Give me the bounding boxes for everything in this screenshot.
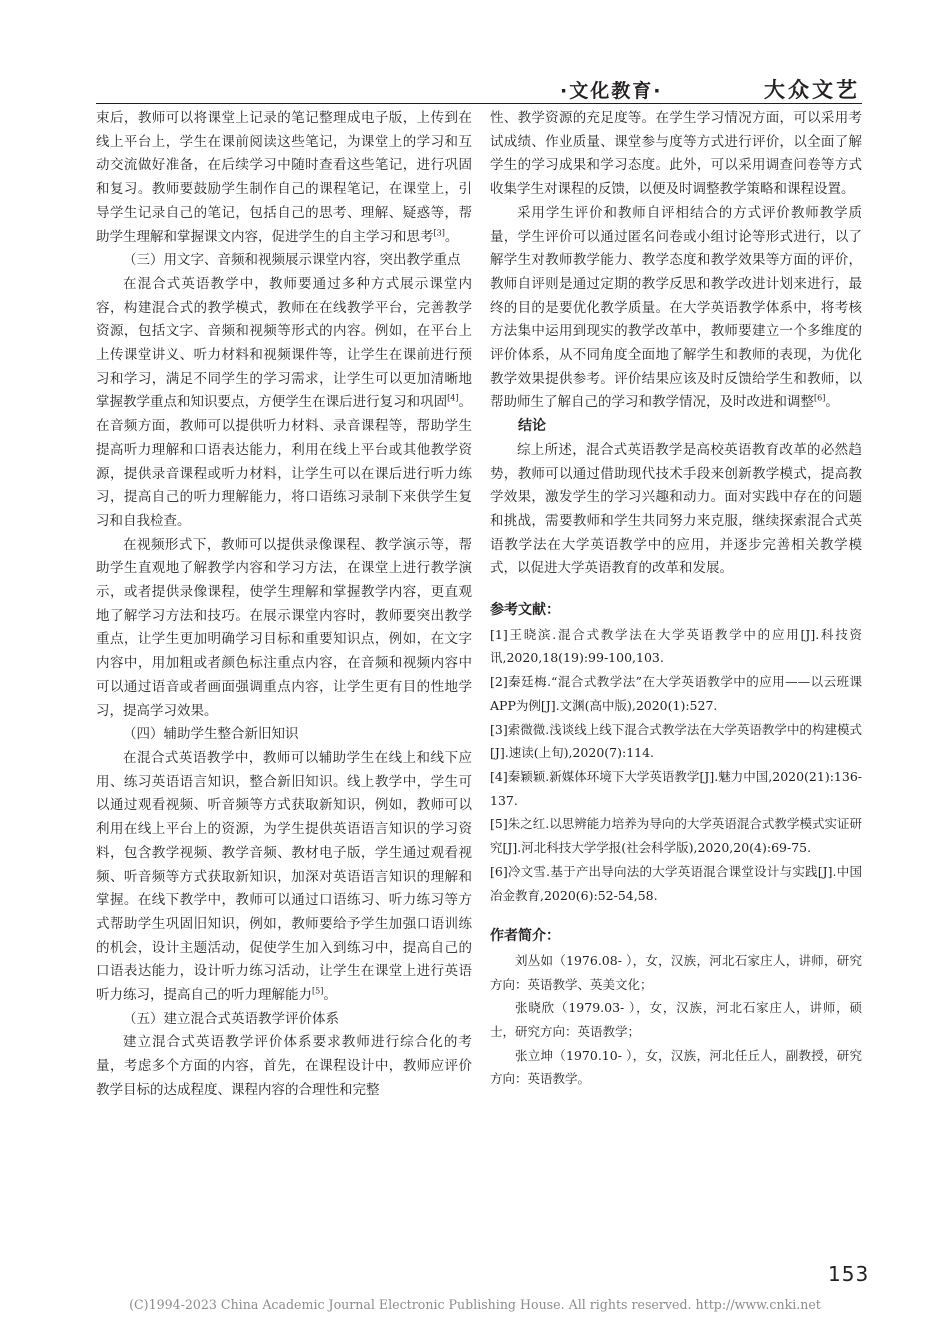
conclusion-paragraph: 综上所述，混合式英语教学是高校英语教育改革的必然趋势，教师可以通过借助现代技术手段来创新教学模式，提高教学效果，激发学生的学习兴趣和动力。面对实践中存在的问题和挑战，需要教师和学生共同努力来克服，继续探索混合式英语教学法在大学英语教学中的应用，并逐步完善相关教学模式，以促进大学英语教育的改革和发展。 xyxy=(490,441,862,577)
paragraph: 建立混合式英语教学评价体系要求教师进行综合化的考量，考虑多个方面的内容，首先，在课程设计中，教师应评价教学目标的达成程度、课程内容的合理性和完整 xyxy=(96,1034,472,1098)
author-bio-list xyxy=(490,949,862,1091)
author-bio: 刘丛如（1976.08- ），女，汉族，河北石家庄人，讲师，研究方向：英语教学、英美文化； xyxy=(490,952,862,992)
left-column xyxy=(96,107,472,1103)
reference-item: [3]索微微.浅谈线上线下混合式教学法在大学英语教学中的构建模式[J].速读(上旬),2020(7):114. xyxy=(490,721,862,761)
citation-ref: [3] xyxy=(433,228,445,238)
subsection-heading-4: （四）辅助学生整合新旧知识 xyxy=(123,726,299,743)
reference-list xyxy=(490,623,862,907)
paragraph: 性、教学资源的充足度等。在学生学习情况方面，可以采用考试成绩、作业质量、课堂参与度等方式进行评价，以全面了解学生的学习成果和学习态度。此外，可以采用调查问卷等方式收集学生对课程的反馈，以便及时调整教学策略和课程设置。 xyxy=(490,110,862,198)
reference-item: [2]秦廷梅.“混合式教学法”在大学英语教学中的应用——以云班课APP为例[J].文渊(高中版),2020(1):527. xyxy=(490,674,862,713)
section-name: ·文化教育· xyxy=(560,79,663,102)
journal-name: 大众文艺 xyxy=(764,77,860,102)
conclusion-heading: 结论 xyxy=(518,418,546,435)
citation-ref: [4] xyxy=(447,393,459,403)
header-rule xyxy=(96,103,862,104)
page-number: 153 xyxy=(828,1262,870,1286)
citation-ref: [6] xyxy=(814,393,826,403)
paragraph: 在视频形式下，教师可以提供录像课程、教学演示等，帮助学生直观地了解教学内容和学习方法，在课堂上进行教学演示，或者提供录像课程，使学生理解和掌握教学内容，更直观地了解学习方法和技巧。在展示课堂内容时，教师要突出教学重点，让学生更加明确学习目标和重要知识点，例如，在文字内容中，用加粗或者颜色标注重点内容，在音频和视频内容中可以通过语音或者画面强调重点内容，让学生更有目的性地学习，提高学习效果。 xyxy=(96,536,472,719)
reference-item: [5]朱之红.以思辨能力培养为导向的大学英语混合式教学模式实证研究[J].河北科技大学学报(社会科学版),2020,20(4):69-75. xyxy=(490,816,862,856)
paragraph: 在混合式英语教学中，教师可以辅助学生在线上和线下应用、练习英语语言知识，整合新旧知识。线上教学中，学生可以通过观看视频、听音频等方式获取新知识，例如，教师可以利用在线上平台上的资源，为学生提供英语语言知识的学习资料，包含教学视频、教学音频、教材电子版，学生通过观看视频、听音频等方式获取新知识，加深对英语语言知识的理解和掌握。在线下教学中，教师可以通过口语练习、听力练习等方式帮助学生巩固旧知识，例如，教师要给予学生加强口语训练的机会，设计主题活动，促使学生加入到练习中，提高自己的口语表达能力，设计听力练习活动，让学生在课堂上进行英语听力练习，提高自己的听力理解能力[5]。 xyxy=(96,749,472,1004)
paragraph: 在混合式英语教学中，教师要通过多种方式展示课堂内容，构建混合式的教学模式，教师在在线教学平台，完善教学资源，包括文字、音频和视频等形式的内容。例如，在平台上上传课堂讲义、听力材料和视频课件等，让学生在课前进行预习和学习，满足不同学生的学习需求，让学生可以更加清晰地掌握教学重点和知识要点，方便学生在课后进行复习和巩固[4]。在音频方面，教师可以提供听力材料、录音课程等，帮助学生提高听力理解和口语表达能力，利用在线上平台或其他教学资源，提供录音课程或听力材料，让学生可以在课后进行听力练习，提高自己的听力理解能力，将口语练习录制下来供学生复习和自我检查。 xyxy=(96,275,473,529)
subsection-heading-5: （五）建立混合式英语教学评价体系 xyxy=(123,1010,339,1027)
paragraph: 采用学生评价和教师自评相结合的方式评价教师教学质量，学生评价可以通过匿名问卷或小组讨论等形式进行，以了解学生对教师教学能力、教学态度和教学效果等方面的评价，教师自评则是通过定期的教学反思和教学改进计划来进行，最终的目的是要优化教学质量。在大学英语教学体系中，将考核方法集中运用到现实的教学改革中，教师要建立一个多维度的评价体系，从不同角度全面地了解学生和教师的表现，为优化教学效果提供参考。评价结果应该及时反馈给学生和教师，以帮助师生了解自己的学习和教学情况，及时改进和调整[6]。 xyxy=(490,204,862,411)
subsection-heading-3: （三）用文字、音频和视频展示课堂内容，突出教学重点 xyxy=(123,252,461,269)
right-column xyxy=(490,107,862,1091)
reference-item: [6]冷文雪.基于产出导向法的大学英语混合课堂设计与实践[J].中国冶金教育,2020(6):52-54,58. xyxy=(490,863,862,903)
citation-ref: [5] xyxy=(312,986,324,996)
reference-item: [1]王晓滨.混合式教学法在大学英语教学中的应用[J].科技资讯,2020,18(19):99-100,103. xyxy=(490,626,862,666)
author-bio-heading: 作者简介： xyxy=(490,928,560,945)
references-heading: 参考文献： xyxy=(490,602,560,619)
running-header xyxy=(560,76,860,102)
author-bio: 张晓欣（1979.03- ），女，汉族，河北石家庄人，讲师，硕士，研究方向：英语教学； xyxy=(490,1000,862,1040)
author-bio: 张立坤（1970.10- ），女，汉族，河北任丘人，副教授，研究方向：英语教学。 xyxy=(490,1047,862,1087)
reference-item: [4]秦颖颖.新媒体环境下大学英语教学[J].魅力中国,2020(21):136-137. xyxy=(490,768,862,808)
copyright-footer: (C)1994-2023 China Academic Journal Electronic Publishing House. All rights reserved. http://www.cnki.net xyxy=(129,1297,821,1312)
paragraph: 束后，教师可以将课堂上记录的笔记整理成电子版，上传到在线上平台上，学生在课前阅读这些笔记，为课堂上的学习和互动交流做好准备，在后续学习中随时查看这些笔记，进行巩固和复习。教师要鼓励学生制作自己的课程笔记，在课堂上，引导学生记录自己的笔记，包括自己的思考、理解、疑惑等，帮助学生理解和掌握课文内容，促进学生的自主学习和思考[3]。 xyxy=(96,110,472,245)
